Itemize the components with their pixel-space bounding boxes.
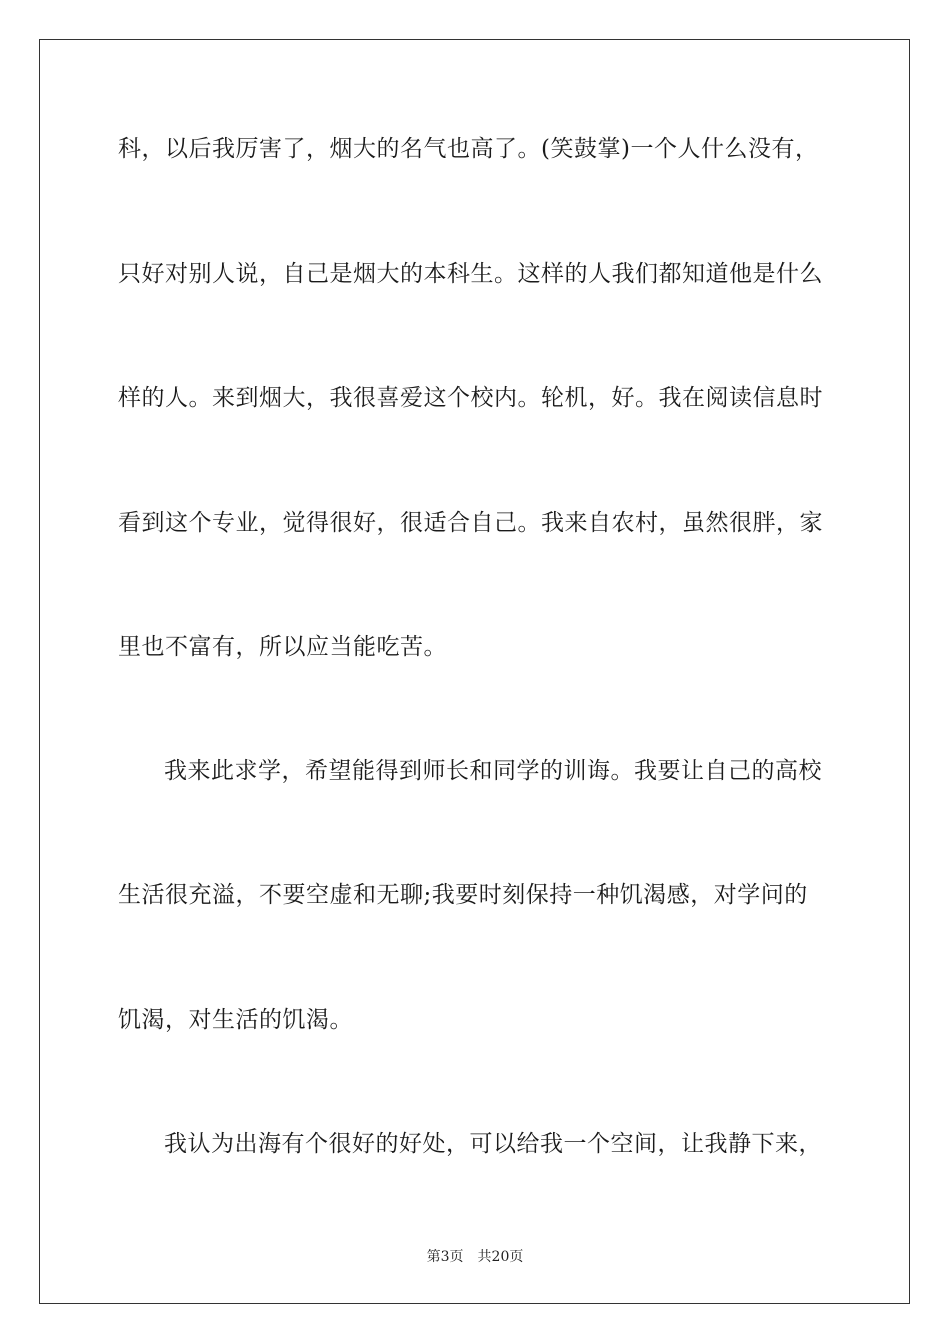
page-footer bbox=[0, 1248, 950, 1266]
page-number: 第3页 bbox=[426, 1249, 464, 1265]
text-line: 看到这个专业，觉得很好，很适合自己。我来自农村，虽然很胖，家 bbox=[118, 510, 823, 536]
page-border bbox=[39, 39, 910, 1304]
text-line: 里也不富有，所以应当能吃苦。 bbox=[118, 634, 447, 660]
text-line: 科，以后我厉害了，烟大的名气也高了。(笑鼓掌)一个人什么没有， bbox=[118, 136, 819, 162]
text-line: 样的人。来到烟大，我很喜爱这个校内。轮机，好。我在阅读信息时 bbox=[118, 385, 823, 411]
page-total: 共20页 bbox=[477, 1249, 524, 1265]
text-line: 我认为出海有个很好的好处，可以给我一个空间，让我静下来， bbox=[164, 1131, 822, 1157]
text-line: 只好对别人说，自己是烟大的本科生。这样的人我们都知道他是什么 bbox=[118, 261, 823, 287]
text-line: 饥渴，对生活的饥渴。 bbox=[118, 1007, 353, 1033]
text-line: 我来此求学，希望能得到师长和同学的训诲。我要让自己的高校 bbox=[164, 758, 822, 784]
text-line: 生活很充溢，不要空虚和无聊;我要时刻保持一种饥渴感，对学问的 bbox=[118, 882, 808, 908]
